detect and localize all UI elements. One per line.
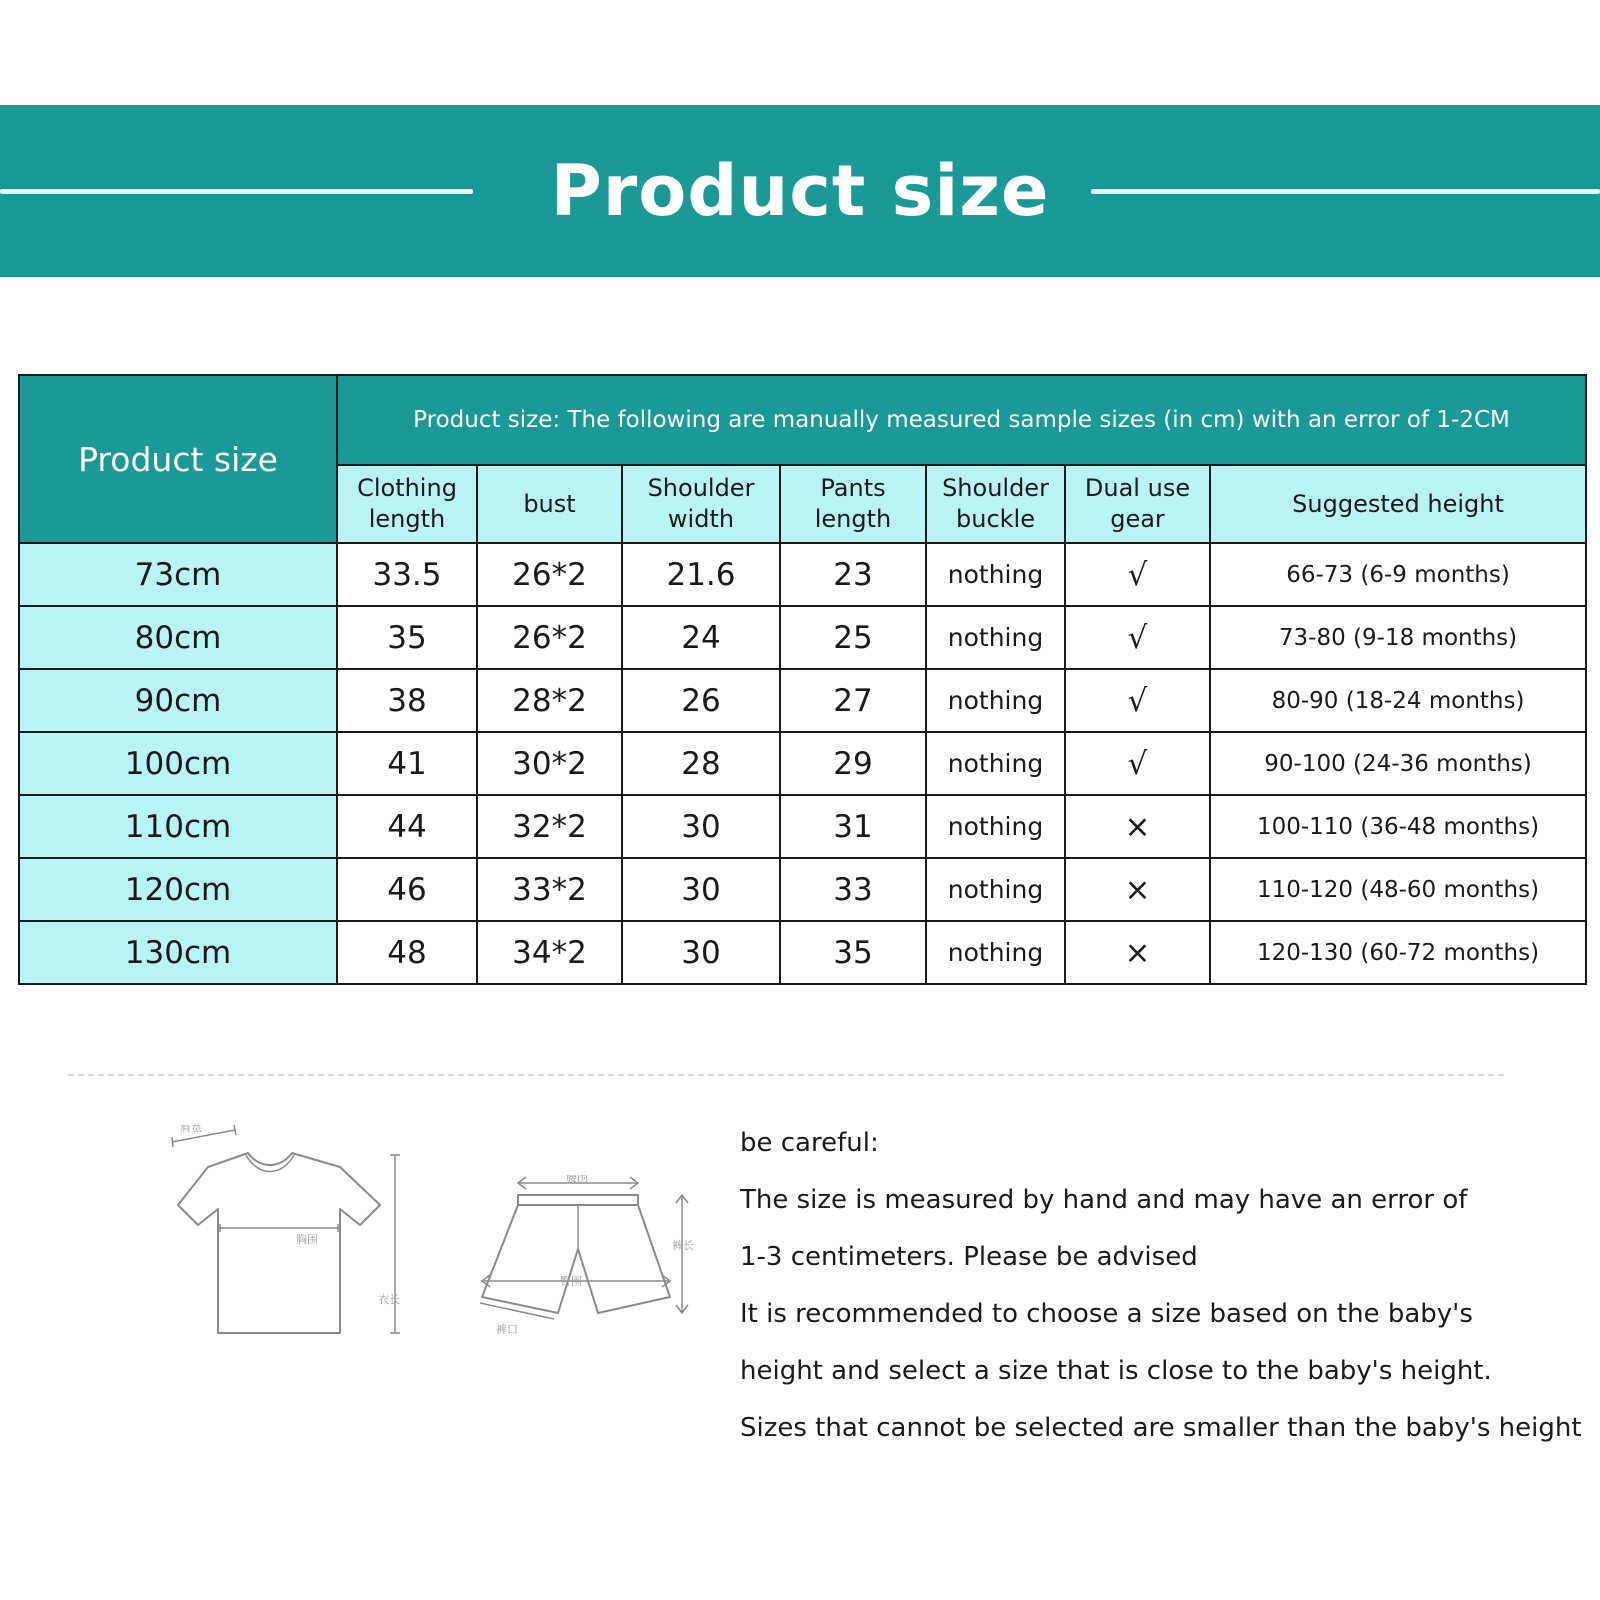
size-cell: 80cm: [19, 606, 337, 669]
table-row: [19, 606, 1586, 669]
size-cell: 130cm: [19, 921, 337, 984]
pants-length-cell: 35: [780, 921, 926, 984]
chest-label: 胸围: [296, 1233, 318, 1246]
pants-length-cell: 33: [780, 858, 926, 921]
size-cell: 73cm: [19, 543, 337, 606]
shoulder-buckle-cell: nothing: [926, 795, 1065, 858]
notes-line: height and select a size that is close to the baby's height.: [740, 1356, 1492, 1386]
shoulder-width-cell: 30: [622, 795, 780, 858]
clothing-length-cell: 33.5: [337, 543, 477, 606]
shoulder-width-cell: 26: [622, 669, 780, 732]
notes-line: Sizes that cannot be selected are smaller than the baby's height: [740, 1413, 1582, 1443]
page-title: Product size: [550, 150, 1050, 232]
table-row: [19, 921, 1586, 984]
shoulder-buckle-cell: nothing: [926, 543, 1065, 606]
notes-heading: be careful:: [740, 1128, 879, 1158]
bust-cell: 30*2: [477, 732, 622, 795]
clothing-length-cell: 44: [337, 795, 477, 858]
notes-line: 1-3 centimeters. Please be advised: [740, 1242, 1198, 1272]
column-header: Pants length: [780, 465, 926, 543]
suggested-height-cell: 120-130 (60-72 months): [1210, 921, 1586, 984]
column-header: bust: [477, 465, 622, 543]
shoulder-width-cell: 24: [622, 606, 780, 669]
notes-line: It is recommended to choose a size based on the baby's: [740, 1299, 1473, 1329]
bust-cell: 32*2: [477, 795, 622, 858]
suggested-height-cell: 66-73 (6-9 months): [1210, 543, 1586, 606]
dual-use-check-icon: √: [1065, 543, 1210, 606]
suggested-height-cell: 90-100 (24-36 months): [1210, 732, 1586, 795]
shoulder-buckle-cell: nothing: [926, 732, 1065, 795]
table-row: [19, 795, 1586, 858]
hem-label: 裤口: [496, 1323, 518, 1336]
size-cell: 110cm: [19, 795, 337, 858]
size-cell: 120cm: [19, 858, 337, 921]
pants-length-cell: 29: [780, 732, 926, 795]
pants-length-cell: 23: [780, 543, 926, 606]
dual-use-check-icon: √: [1065, 606, 1210, 669]
pants-length-label: 裤长: [672, 1239, 694, 1252]
column-header: Suggested height: [1210, 465, 1586, 543]
dual-use-cross-icon: ×: [1065, 795, 1210, 858]
column-header: Clothing length: [337, 465, 477, 543]
suggested-height-cell: 80-90 (18-24 months): [1210, 669, 1586, 732]
dual-use-cross-icon: ×: [1065, 858, 1210, 921]
size-table: [18, 374, 1587, 985]
column-header: Dual use gear: [1065, 465, 1210, 543]
dual-use-check-icon: √: [1065, 732, 1210, 795]
pants-length-cell: 25: [780, 606, 926, 669]
bust-cell: 26*2: [477, 606, 622, 669]
shorts-diagram-icon: [470, 1175, 710, 1375]
length-label: 衣长: [378, 1293, 400, 1306]
suggested-height-cell: 100-110 (36-48 months): [1210, 795, 1586, 858]
notes-block: [740, 1115, 1590, 1457]
clothing-length-cell: 35: [337, 606, 477, 669]
shoulder-buckle-cell: nothing: [926, 606, 1065, 669]
shoulder-buckle-cell: nothing: [926, 669, 1065, 732]
bust-cell: 33*2: [477, 858, 622, 921]
hip-label: 臀围: [560, 1275, 582, 1288]
shoulder-label: 肩宽: [180, 1125, 202, 1134]
table-row: [19, 732, 1586, 795]
column-header: Shoulder width: [622, 465, 780, 543]
notes-line: The size is measured by hand and may have an error of: [740, 1185, 1468, 1215]
table-row: [19, 669, 1586, 732]
suggested-height-cell: 110-120 (48-60 months): [1210, 858, 1586, 921]
bust-cell: 28*2: [477, 669, 622, 732]
clothing-length-cell: 38: [337, 669, 477, 732]
table-corner-label: Product size: [19, 375, 337, 543]
bust-cell: 34*2: [477, 921, 622, 984]
waist-label: 腰围: [566, 1175, 588, 1184]
shoulder-buckle-cell: nothing: [926, 921, 1065, 984]
pants-length-cell: 27: [780, 669, 926, 732]
clothing-length-cell: 48: [337, 921, 477, 984]
size-cell: 100cm: [19, 732, 337, 795]
shoulder-buckle-cell: nothing: [926, 858, 1065, 921]
table-row: [19, 858, 1586, 921]
dual-use-cross-icon: ×: [1065, 921, 1210, 984]
size-cell: 90cm: [19, 669, 337, 732]
bust-cell: 26*2: [477, 543, 622, 606]
shoulder-width-cell: 28: [622, 732, 780, 795]
shoulder-width-cell: 30: [622, 858, 780, 921]
clothing-length-cell: 41: [337, 732, 477, 795]
dual-use-check-icon: √: [1065, 669, 1210, 732]
clothing-length-cell: 46: [337, 858, 477, 921]
table-row: [19, 543, 1586, 606]
title-banner: [0, 105, 1600, 277]
table-note: Product size: The following are manually measured sample sizes (in cm) with an error of 1-2CM: [337, 375, 1586, 465]
pants-length-cell: 31: [780, 795, 926, 858]
suggested-height-cell: 73-80 (9-18 months): [1210, 606, 1586, 669]
shoulder-width-cell: 21.6: [622, 543, 780, 606]
column-header: Shoulder buckle: [926, 465, 1065, 543]
tshirt-diagram-icon: [170, 1125, 430, 1375]
shoulder-width-cell: 30: [622, 921, 780, 984]
section-divider: [68, 1074, 1504, 1076]
